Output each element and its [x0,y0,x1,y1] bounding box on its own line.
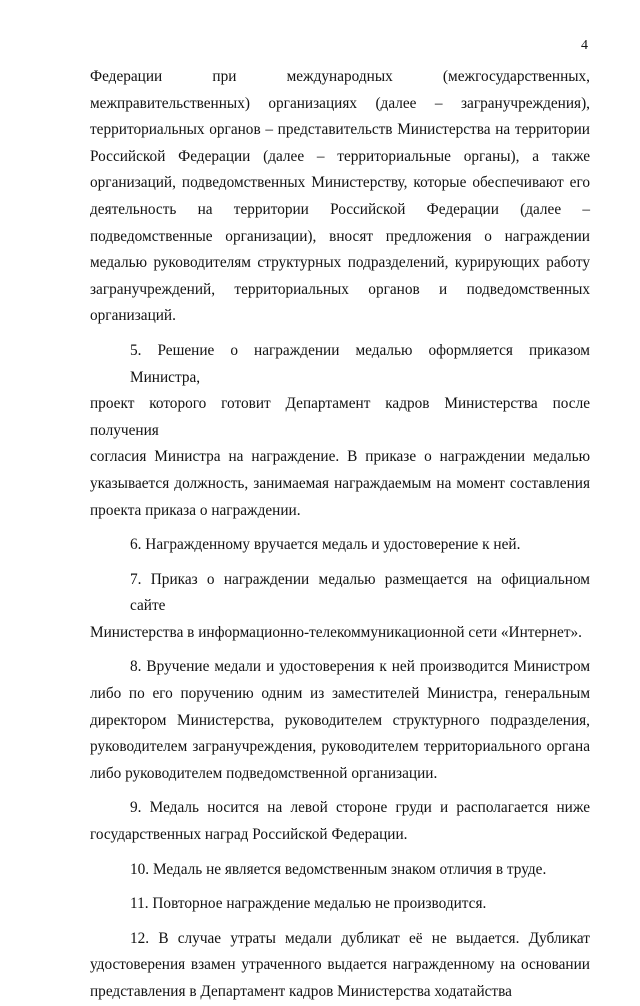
text-line: 7. Приказ о награждении медалью размещается на официальном сайте [130,570,590,615]
paragraph [90,532,590,559]
paragraph [90,795,590,848]
text-line: медалью руководителям структурных подразделений, курирующих работу [90,254,590,272]
text-line: 9. Медаль носится на левой стороне груди и располагается ниже [130,799,590,817]
text-line: 12. В случае утраты медали дубликат её не выдается. Дубликат [130,929,590,947]
paragraph-spacer [90,883,590,891]
text-line: указывается должность, занимаемая награждаемым на момент составления [90,474,590,492]
paragraph-spacer [90,849,590,857]
paragraph-spacer [90,524,590,532]
page-number: 4 [581,38,588,53]
text-line: деятельность на территории Российской Федерации (далее – [90,200,590,218]
paragraph [90,926,590,1006]
paragraph [90,857,590,884]
text-line: межправительственных) организациях (далее – загранучреждения), [90,94,590,112]
text-line: 6. Награжденному вручается медаль и удостоверение к ней. [130,536,521,554]
paragraph [90,64,590,330]
text-line: директором Министерства, руководителем структурного подразделения, [90,711,590,729]
paragraph [90,338,590,524]
text-line: загранучреждений, территориальных органов и подведомственных [90,280,590,298]
text-line: представления в Департамент кадров Министерства ходатайства [90,983,512,1000]
paragraph [90,654,590,787]
text-line: подведомственные организации), вносят предложения о награждении [90,227,590,245]
text-line: 8. Вручение медали и удостоверения к ней производится Министром [130,658,590,676]
text-line: 5. Решение о награждении медалью оформляется приказом Министра, [130,341,590,386]
text-line: либо руководителем подведомственной организации. [90,764,438,782]
paragraph [90,567,590,647]
text-line: организаций, подведомственных Министерству, которые обеспечивают его [90,174,590,192]
text-line: организаций. [90,307,176,325]
text-line: проект которого готовит Департамент кадров Министерства после получения [90,395,590,439]
paragraph-spacer [90,918,590,926]
text-line: руководителем загранучреждения, руководителем территориального органа [90,738,590,756]
paragraph-spacer [90,330,590,338]
text-line: либо по его поручению одним из заместителей Министра, генеральным [90,685,590,703]
text-line: согласия Министра на награждение. В приказе о награждении медалью [90,448,590,466]
document-body [90,64,590,1006]
text-line: 10. Медаль не является ведомственным знаком отличия в труде. [130,860,547,878]
text-line: территориальных органов – представительств Министерства на территории [90,121,590,139]
text-line: удостоверения взамен утраченного выдается награжденному на основании [90,956,590,974]
text-line: государственных наград Российской Федерации. [90,826,408,844]
paragraph-spacer [90,787,590,795]
paragraph-spacer [90,559,590,567]
paragraph-spacer [90,646,590,654]
text-line: Федерации при международных (межгосударственных, [90,68,590,85]
text-line: проекта приказа о награждении. [90,501,301,519]
text-line: Министерства в информационно-телекоммуникационной сети «Интернет». [90,623,583,641]
text-line: 11. Повторное награждение медалью не производится. [130,895,487,913]
text-line: Российской Федерации (далее – территориальные органы), а также [90,147,590,165]
